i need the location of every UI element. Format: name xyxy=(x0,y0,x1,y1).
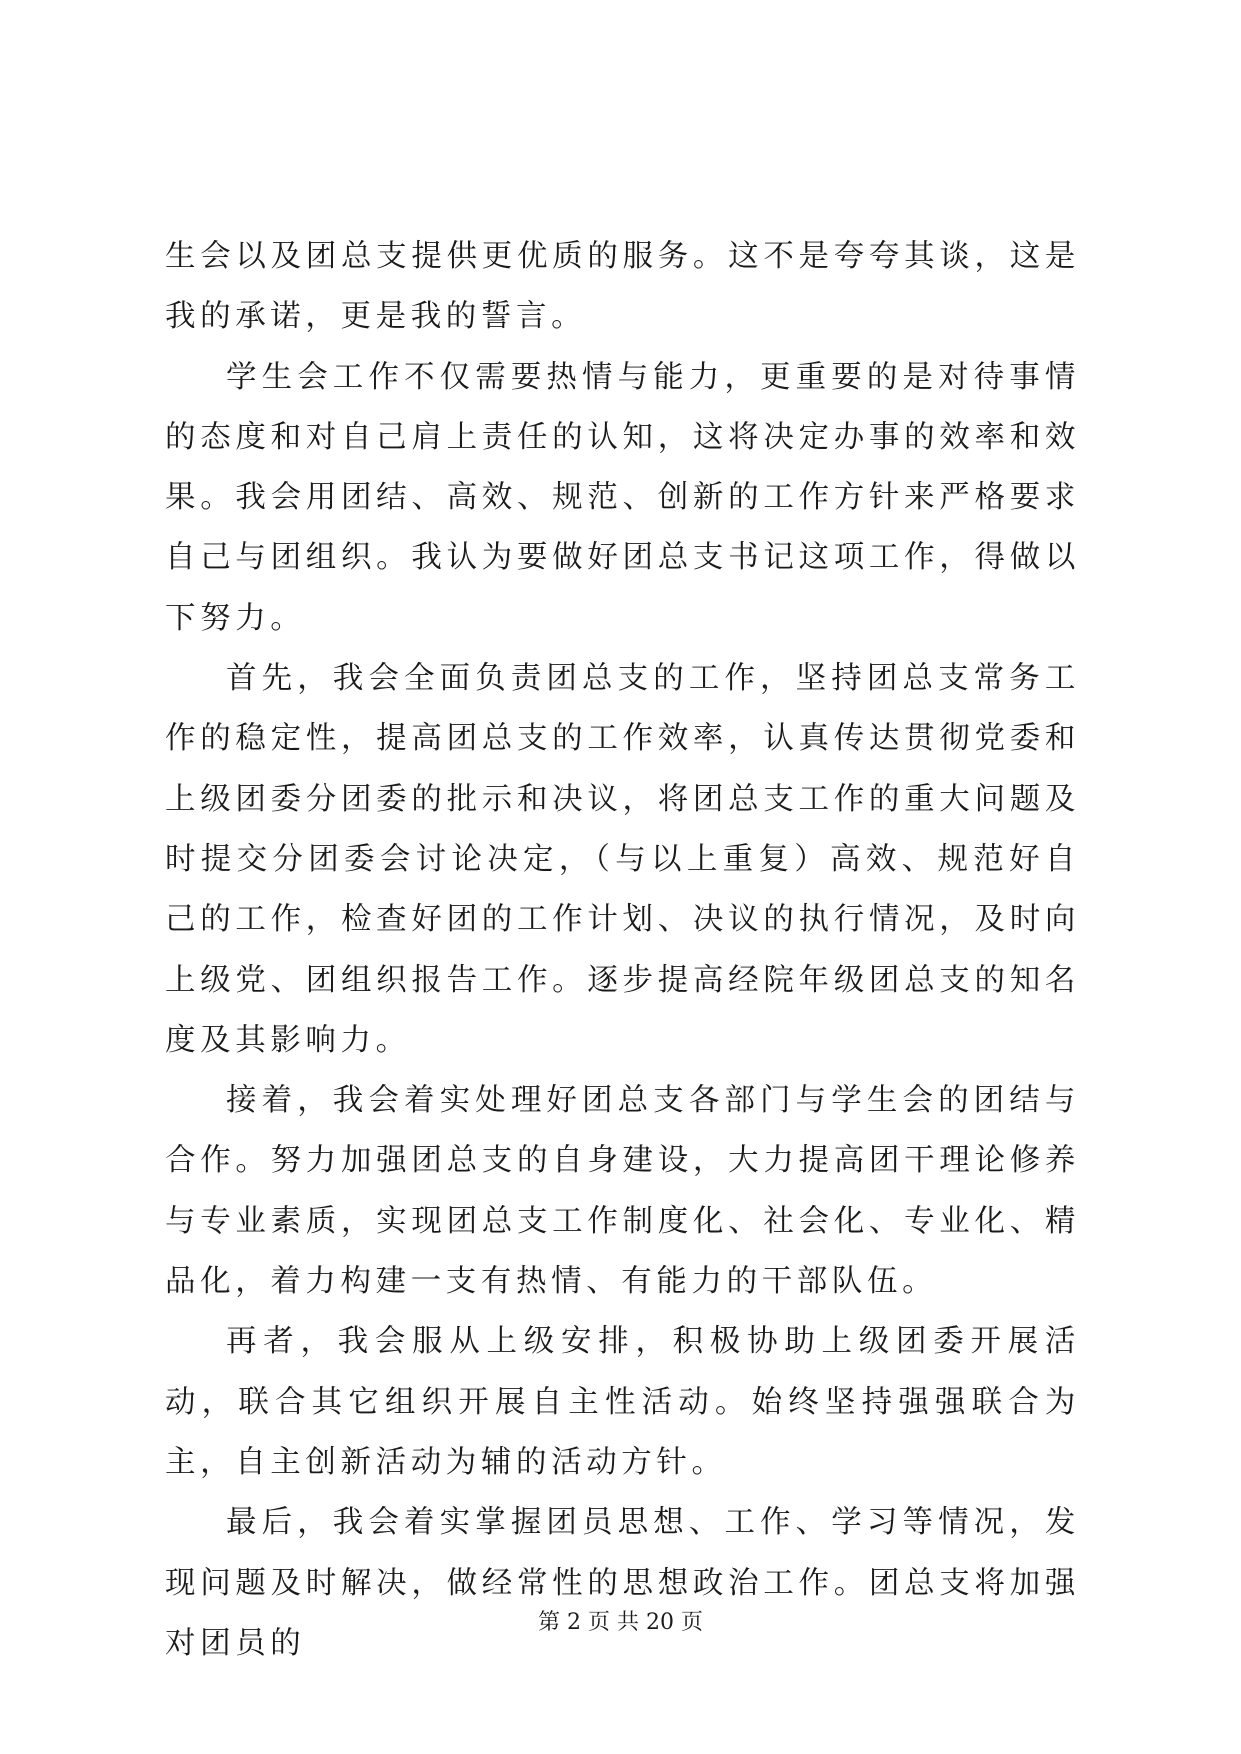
paragraph-finally: 最后，我会着实掌握团员思想、工作、学习等情况，发现问题及时解决，做经常性的思想政治工作。团总支将加强对团员的 xyxy=(165,1505,1080,1661)
paragraph-first: 首先，我会全面负责团总支的工作，坚持团总支常务工作的稳定性，提高团总支的工作效率，认真传达贯彻党委和上级团委分团委的批示和决议，将团总支工作的重大问题及时提交分团委会讨论决定，（与以上重复）高效、规范好自己的工作，检查好团的工作计划、决议的执行情况，及时向上级党、团组织报告工作。逐步提高经院年级团总支的知名度及其影响力。 xyxy=(165,661,1080,1058)
paragraph-student-union-work: 学生会工作不仅需要热情与能力，更重要的是对待事情的态度和对自己肩上责任的认知，这将决定办事的效率和效果。我会用团结、高效、规范、创新的工作方针来严格要求自己与团组织。我认为要做好团总支书记这项工作，得做以下努力。 xyxy=(165,359,1080,636)
page-number-footer: 第 2 页 共 20 页 xyxy=(538,1610,703,1635)
paragraph-furthermore: 再者，我会服从上级安排，积极协助上级团委开展活动，联合其它组织开展自主性活动。始终坚持强强联合为主，自主创新活动为辅的活动方针。 xyxy=(165,1324,1080,1480)
paragraph-next: 接着，我会着实处理好团总支各部门与学生会的团结与合作。努力加强团总支的自身建设，大力提高团干理论修养与专业素质，实现团总支工作制度化、社会化、专业化、精品化，着力构建一支有热情、有能力的干部队伍。 xyxy=(165,1083,1080,1300)
paragraph-continuation: 生会以及团总支提供更优质的服务。这不是夸夸其谈，这是我的承诺，更是我的誓言。 xyxy=(165,239,1080,335)
document-body xyxy=(165,227,1080,1674)
